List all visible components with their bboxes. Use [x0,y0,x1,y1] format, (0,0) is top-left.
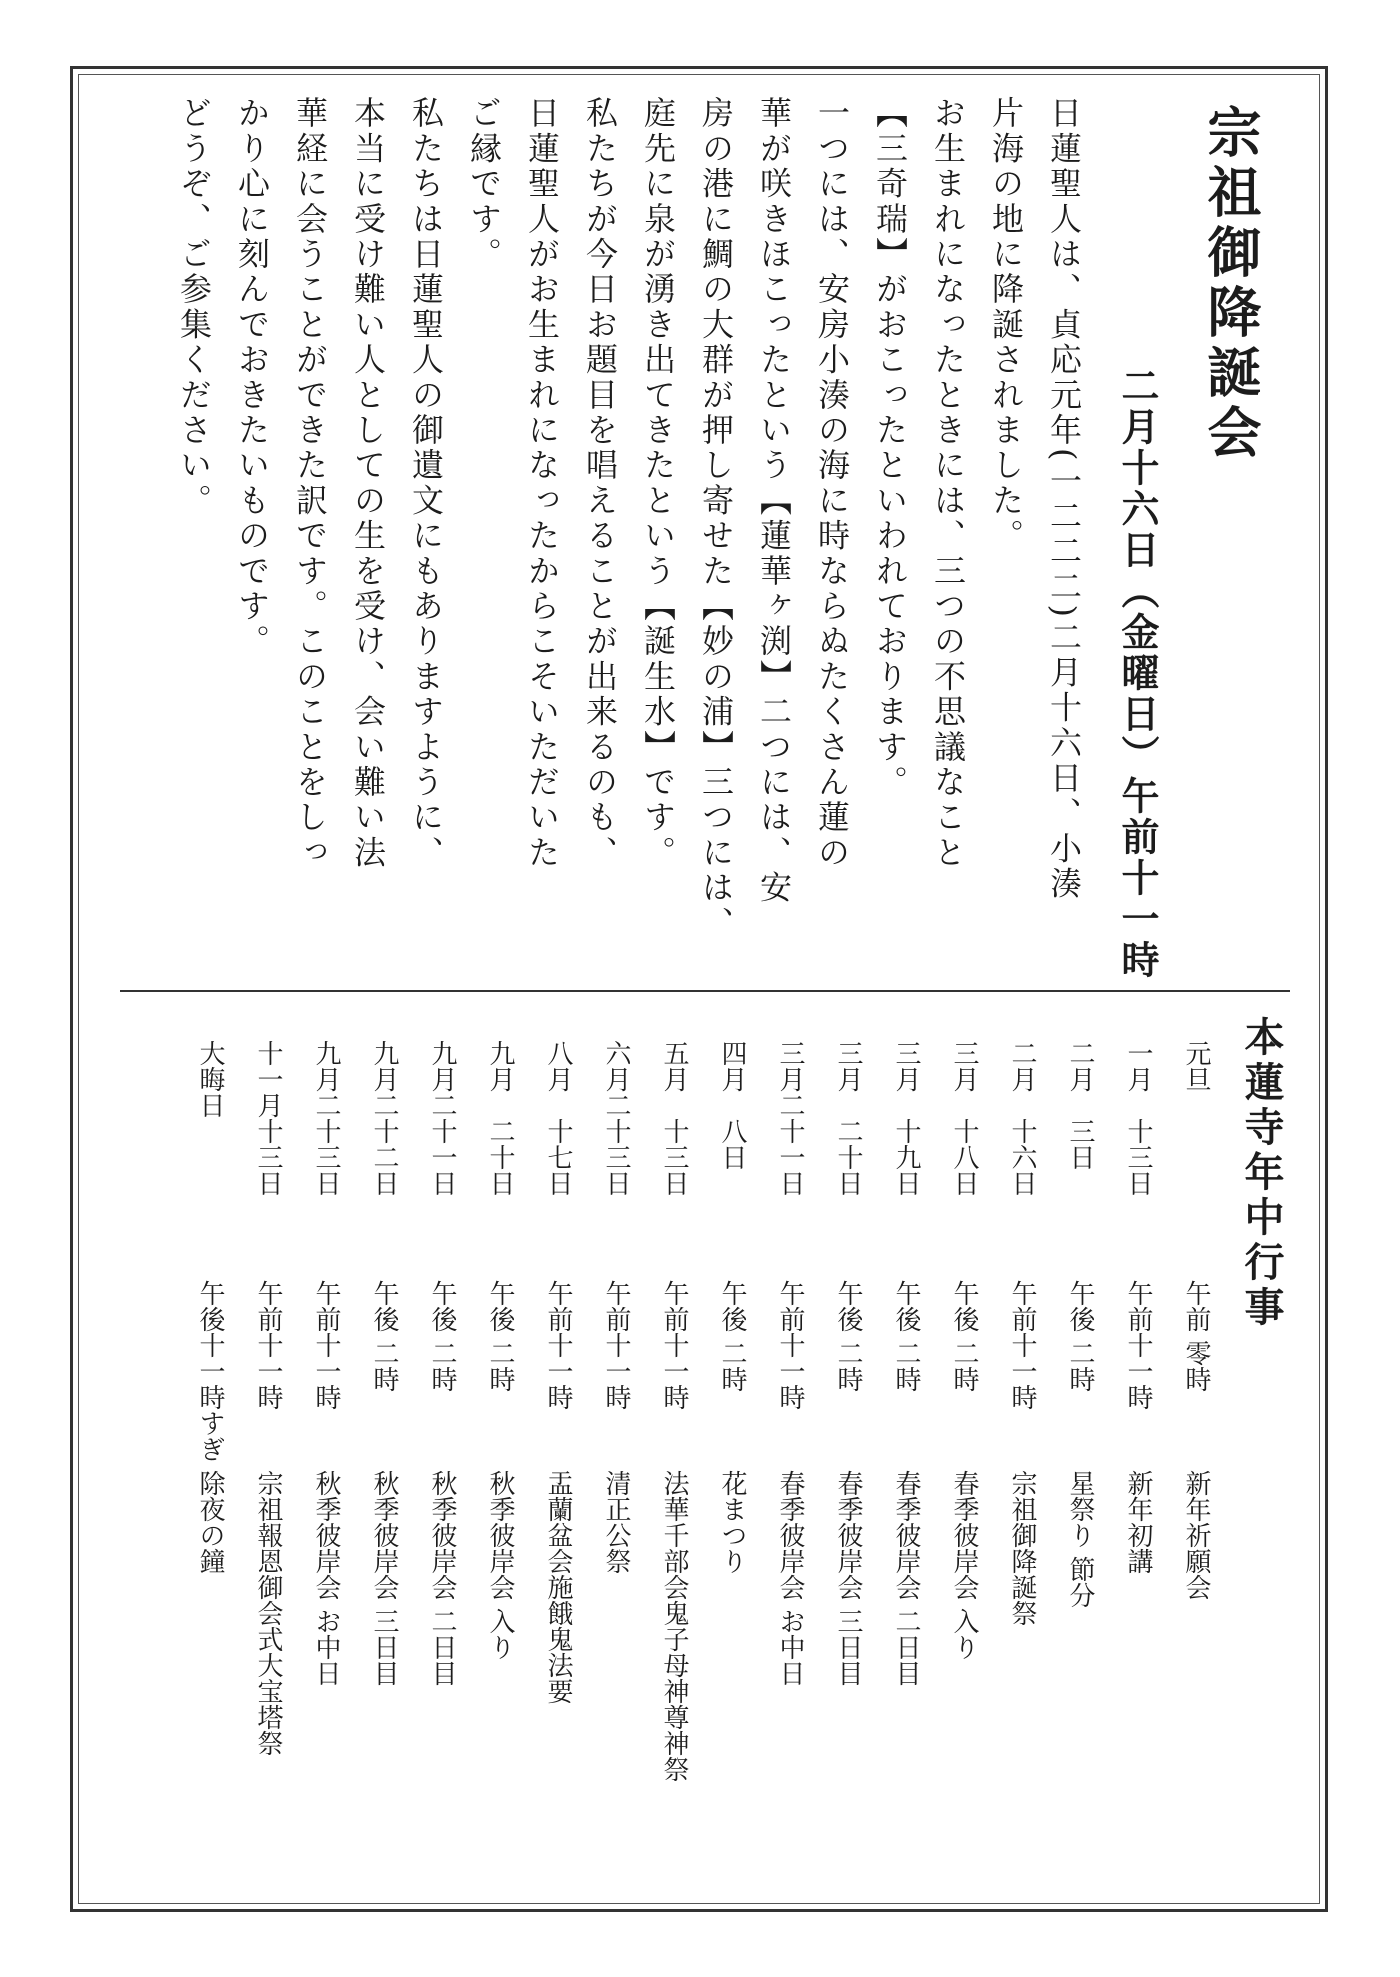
schedule-date: 二月 十六日 [1007,1040,1037,1196]
schedule-date: 一月 十三日 [1123,1040,1153,1196]
body-line: 私たちは日蓮聖人の御遺文にもありますように、 [407,96,445,871]
schedule-row [598,1040,631,1860]
schedule-time: 午前十一時 [601,1280,631,1410]
schedule-list [167,1040,1211,1860]
schedule-time: 午前 零時 [1181,1280,1211,1393]
schedule-event: 春季彼岸会 二日目 [891,1470,921,1687]
body-line: 華経に会うことができた訳です。このことをしっ [291,96,329,871]
body-line: 片海の地に降誕されました。 [987,96,1025,554]
schedule-row [772,1040,805,1860]
schedule-event: 秋季彼岸会 三日目 [369,1470,399,1687]
schedule-time: 午後 二時 [1065,1280,1095,1393]
schedule-row [366,1040,399,1860]
body-line: お生まれになったときには、三つの不思議なこと [929,96,967,871]
schedule-event: 春季彼岸会 三日目 [833,1470,863,1687]
body-line: 庭先に泉が湧き出てきたという【誕生水】です。 [639,96,677,871]
schedule-date: 大晦日 [195,1040,225,1118]
schedule-row [1178,1040,1211,1860]
schedule-event: 盂蘭盆会施餓鬼法要 [543,1470,573,1704]
schedule-time: 午後十一時すぎ [195,1280,225,1462]
schedule-row [1004,1040,1037,1860]
schedule-date: 四月 八日 [717,1040,747,1170]
schedule-event: 秋季彼岸会 お中日 [311,1470,341,1687]
schedule-section [120,1010,1290,1870]
schedule-time: 午後 二時 [833,1280,863,1393]
schedule-title: 本蓮寺年中行事 [1238,1016,1285,1331]
body-line: 日蓮聖人がお生まれになったからこそいただいた [523,96,561,871]
schedule-time: 午後 二時 [891,1280,921,1393]
body-line: かり心に刻んでおきたいものです。 [233,96,271,660]
section-divider [120,990,1290,992]
body-line: 【三奇瑞】がおこったといわれております。 [871,96,909,800]
schedule-row [1062,1040,1095,1860]
schedule-date: 五月 十三日 [659,1040,689,1196]
announcement-section [120,96,1270,981]
schedule-event: 宗祖御降誕祭 [1007,1470,1037,1626]
schedule-time: 午後 二時 [717,1280,747,1393]
schedule-date: 元旦 [1181,1040,1211,1092]
schedule-time: 午後 二時 [369,1280,399,1393]
schedule-date: 九月二十一日 [427,1040,457,1196]
schedule-date: 三月 二十日 [833,1040,863,1196]
schedule-date: 八月 十七日 [543,1040,573,1196]
schedule-row [192,1040,225,1860]
body-line: 華が咲きほこったという【蓮華ヶ渕】二つには、安 [755,96,793,906]
schedule-event: 春季彼岸会 お中日 [775,1470,805,1687]
announcement-body [152,96,1083,941]
body-line: どうぞ、ご参集ください。 [175,96,213,519]
schedule-date: 二月 三日 [1065,1040,1095,1170]
schedule-time: 午後 二時 [485,1280,515,1393]
schedule-row [888,1040,921,1860]
schedule-time: 午前十一時 [659,1280,689,1410]
schedule-event: 新年祈願会 [1181,1470,1211,1600]
schedule-event: 新年初講 [1123,1470,1153,1574]
schedule-event: 花まつり [717,1470,747,1574]
schedule-date: 三月 十八日 [949,1040,979,1196]
body-line: 私たちが今日お題目を唱えることが出来るのも、 [581,96,619,871]
schedule-time: 午前十一時 [543,1280,573,1410]
schedule-row [250,1040,283,1860]
schedule-row [424,1040,457,1860]
schedule-row [482,1040,515,1860]
event-datetime: 二月十六日（金曜日）午前十一時 [1115,366,1160,981]
schedule-time: 午前十一時 [1007,1280,1037,1410]
schedule-row [656,1040,689,1860]
schedule-date: 九月 二十日 [485,1040,515,1196]
schedule-time: 午前十一時 [775,1280,805,1410]
schedule-event: 春季彼岸会 入り [949,1470,979,1661]
schedule-date: 六月二十三日 [601,1040,631,1196]
schedule-date: 九月二十三日 [311,1040,341,1196]
schedule-event: 除夜の鐘 [195,1470,225,1574]
page-title: 宗祖御降誕会 [1199,104,1263,464]
schedule-row [714,1040,747,1860]
schedule-event: 秋季彼岸会 二日目 [427,1470,457,1687]
schedule-event: 秋季彼岸会 入り [485,1470,515,1661]
body-line: 本当に受け難い人としての生を受け、会い難い法 [349,96,387,871]
schedule-row [830,1040,863,1860]
body-line: 房の港に鯛の大群が押し寄せた【妙の浦】三つには、 [697,96,735,941]
schedule-date: 三月二十一日 [775,1040,805,1196]
schedule-time: 午後 二時 [949,1280,979,1393]
schedule-event: 星祭り 節分 [1065,1470,1095,1609]
body-line: 一つには、安房小湊の海に時ならぬたくさん蓮の [813,96,851,871]
schedule-time: 午後 二時 [427,1280,457,1393]
schedule-row [946,1040,979,1860]
schedule-date: 九月二十二日 [369,1040,399,1196]
schedule-event: 清正公祭 [601,1470,631,1574]
schedule-date: 三月 十九日 [891,1040,921,1196]
schedule-row [1120,1040,1153,1860]
body-line: ご縁です。 [465,96,503,272]
schedule-row [540,1040,573,1860]
schedule-time: 午前十一時 [1123,1280,1153,1410]
schedule-event: 法華千部会鬼子母神尊神祭 [659,1470,689,1782]
schedule-time: 午前十一時 [253,1280,283,1410]
schedule-event: 宗祖報恩御会式大宝塔祭 [253,1470,283,1756]
body-line: 日蓮聖人は、貞応元年(一二二二)二月十六日、小湊 [1045,96,1083,902]
schedule-time: 午前十一時 [311,1280,341,1410]
schedule-row [308,1040,341,1860]
schedule-date: 十一月十三日 [253,1040,283,1196]
